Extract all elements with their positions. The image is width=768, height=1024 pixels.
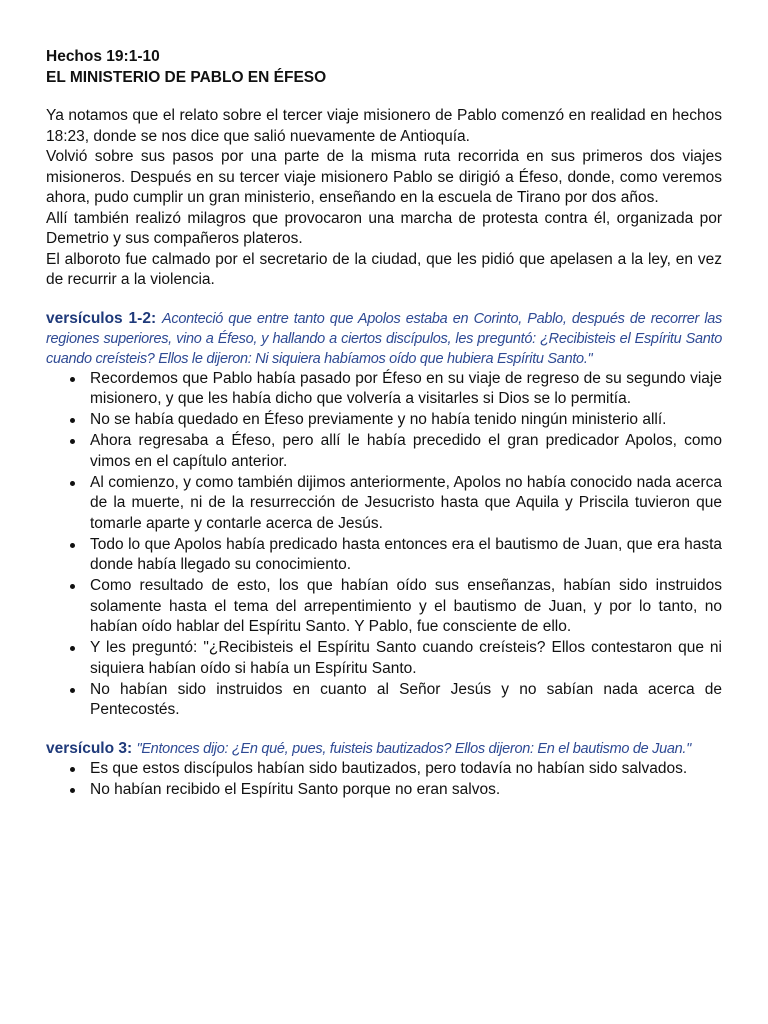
bullet-icon xyxy=(70,418,75,423)
list-item-text: No habían sido instruidos en cuanto al Señor Jesús y no sabían nada acerca de Pentecostés. xyxy=(90,680,722,718)
scripture-reference: Hechos 19:1-10 xyxy=(46,48,160,65)
list-item-text: Al comienzo, y como también dijimos anteriormente, Apolos no había conocido nada acerca de la muerte, ni de la resurrección de Jesucristo hasta que Aquila y Priscila tuvieron que tomarle aparte y contarle acerca de Jesús. xyxy=(90,473,722,532)
intro-paragraph: El alboroto fue calmado por el secretario de la ciudad, que les pidió que apelasen a la ley, en vez de recurrir a la violencia. xyxy=(46,250,722,288)
intro-paragraph: Volvió sobre sus pasos por una parte de la misma ruta recorrida en sus primeros dos viajes misioneros. Después en su tercer viaje misionero Pablo se dirigió a Éfeso, donde, como veremos ahora, pudo cumplir un gran ministerio, enseñando en la escuela de Tirano por dos años. xyxy=(46,148,722,206)
verse-label: versículo 3: xyxy=(46,739,133,757)
list-item xyxy=(90,535,722,576)
list-item xyxy=(90,473,722,535)
intro-paragraph: Allí también realizó milagros que provocaron una marcha de protesta contra él, organizada por Demetrio y sus compañeros plateros. xyxy=(46,209,722,247)
verse-block-1-2 xyxy=(46,309,722,369)
verse-quote: Aconteció que entre tanto que Apolos estaba en Corinto, Pablo, después de recorrer las regiones superiores, vino a Éfeso, y hallando a ciertos discípulos, les preguntó: ¿Recibisteis el Espíritu Santo cuando creísteis? Ellos le dijeron: Ni siquiera habíamos oído que hubiera Espíritu Santo." xyxy=(46,310,723,367)
list-item xyxy=(90,410,722,431)
list-item-text: No habían recibido el Espíritu Santo porque no eran salvos. xyxy=(90,780,501,798)
bullet-list xyxy=(46,369,722,721)
list-item-text: Todo lo que Apolos había predicado hasta entonces era el bautismo de Juan, que era hasta donde había llegado su conocimiento. xyxy=(90,535,722,573)
list-item-text: Como resultado de esto, los que habían oído sus enseñanzas, habían sido instruidos solamente hasta el tema del arrepentimiento y el bautismo de Juan, y por lo tanto, no habían oído hablar del Espíritu Santo. Y Pablo, fue consciente de ello. xyxy=(90,577,722,635)
verse-block-3 xyxy=(46,739,722,759)
bullet-list xyxy=(46,759,722,801)
verse-label: versículos 1-2: xyxy=(46,309,157,327)
bullet-icon xyxy=(70,646,75,651)
verse-quote: "Entonces dijo: ¿En qué, pues, fuisteis bautizados? Ellos dijeron: En el bautismo de Juan." xyxy=(136,740,691,757)
list-item xyxy=(90,431,722,472)
bullet-icon xyxy=(70,788,75,793)
list-item xyxy=(90,369,722,410)
bullet-icon xyxy=(70,688,75,693)
list-item xyxy=(90,759,722,780)
bullet-icon xyxy=(70,481,75,486)
page-title: EL MINISTERIO DE PABLO EN ÉFESO xyxy=(46,69,327,86)
bullet-icon xyxy=(70,584,75,589)
bullet-icon xyxy=(70,543,75,548)
bullet-icon xyxy=(70,439,75,444)
list-item-text: Recordemos que Pablo había pasado por Éfeso en su viaje de regreso de su segundo viaje misionero, y que les había dicho que volvería a visitarles si Dios se lo permitía. xyxy=(90,369,722,407)
bullet-icon xyxy=(70,767,75,772)
intro-paragraph: Ya notamos que el relato sobre el tercer viaje misionero de Pablo comenzó en realidad en hechos 18:23, donde se nos dice que salió nuevamente de Antioquía. xyxy=(46,107,722,145)
intro-section xyxy=(46,106,722,291)
list-item xyxy=(90,680,722,721)
list-item-text: No se había quedado en Éfeso previamente y no había tenido ningún ministerio allí. xyxy=(90,411,667,428)
list-item-text: Y les preguntó: "¿Recibisteis el Espíritu Santo cuando creísteis? Ellos contestaron que ni siquiera habían oído si había un Espíritu Santo. xyxy=(90,639,722,677)
list-item-text: Ahora regresaba a Éfeso, pero allí le había precedido el gran predicador Apolos, como vimos en el capítulo anterior. xyxy=(90,432,722,470)
list-item-text: Es que estos discípulos habían sido bautizados, pero todavía no habían sido salvados. xyxy=(90,759,688,777)
list-item xyxy=(90,576,722,638)
list-item xyxy=(90,638,722,679)
bullet-icon xyxy=(70,377,75,382)
list-item xyxy=(90,780,722,801)
document-page xyxy=(46,47,722,801)
